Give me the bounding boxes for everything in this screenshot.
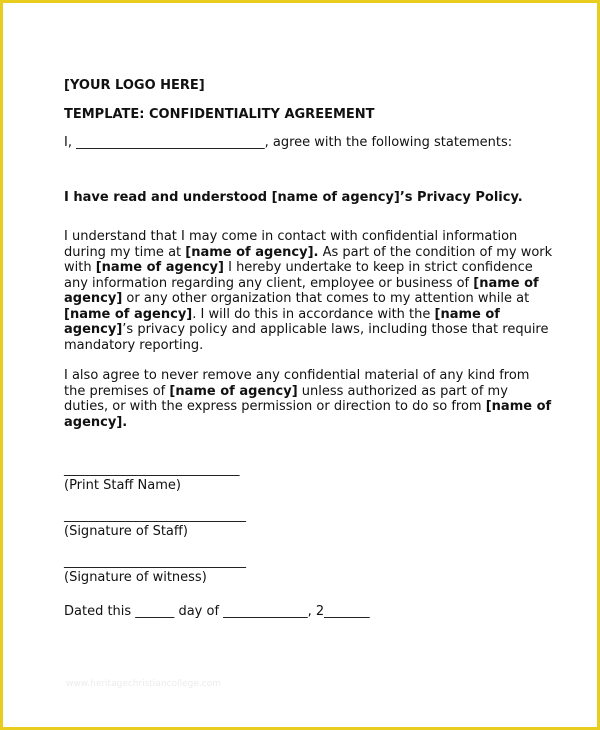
document-title: TEMPLATE: CONFIDENTIALITY AGREEMENT — [64, 106, 375, 122]
para1-text-3: I hereby undertake to keep in strict confidence any information regarding any client, employee or business of — [64, 260, 533, 291]
signature-field-staff — [64, 508, 554, 539]
blank-line: ___________________________ — [64, 462, 240, 477]
signature-label: (Signature of Staff) — [64, 523, 188, 539]
agency-placeholder: [name of agency] — [169, 383, 298, 399]
agency-placeholder: [name of agency]. — [185, 244, 319, 260]
agreement-document — [64, 78, 554, 633]
agency-placeholder: [name of agency] — [64, 275, 539, 306]
para1-text-4: or any other organization that comes to my attention while at — [122, 291, 530, 306]
watermark: www.heritagechristiancollege.com — [66, 679, 221, 689]
blank-line: ____________________________ — [64, 554, 246, 569]
signature-field-staff-name — [64, 462, 554, 493]
para1-text-6: ’s privacy policy and applicable laws, including those that require mandatory reporting. — [64, 322, 549, 353]
privacy-acknowledgement: I have read and understood [name of agency]’s Privacy Policy. — [64, 189, 523, 205]
signature-label: (Signature of witness) — [64, 569, 207, 585]
agency-placeholder: [name of agency] — [95, 260, 224, 275]
blank-line: ____________________________ — [64, 508, 246, 523]
signature-block — [64, 462, 554, 585]
confidentiality-paragraph — [64, 229, 554, 353]
logo-placeholder: [YOUR LOGO HERE] — [64, 78, 205, 93]
material-paragraph — [64, 368, 554, 430]
signature-field-witness — [64, 554, 554, 585]
intro-statement: I, _____________________________, agree with the following statements: — [64, 135, 513, 150]
para1-text-5: . I will do this in accordance with the — [192, 306, 435, 322]
para2-text-1: I also agree to never remove any confidential material of any kind from the premises of — [64, 368, 530, 399]
agency-placeholder: [name of agency]. — [64, 399, 552, 430]
para2-text-2: unless authorized as part of my duties, or with the express permission or direction to do so from — [64, 383, 508, 414]
agency-placeholder: [name of agency] — [64, 306, 500, 337]
para1-text-1: I understand that I may come in contact with confidential information during my time at — [64, 229, 518, 260]
agency-placeholder: [name of agency] — [64, 306, 193, 322]
para1-text-2: As part of the condition of my work with — [64, 244, 553, 275]
signature-label: (Print Staff Name) — [64, 477, 181, 493]
dated-line: Dated this ______ day of _____________, 2_______ — [64, 604, 370, 619]
